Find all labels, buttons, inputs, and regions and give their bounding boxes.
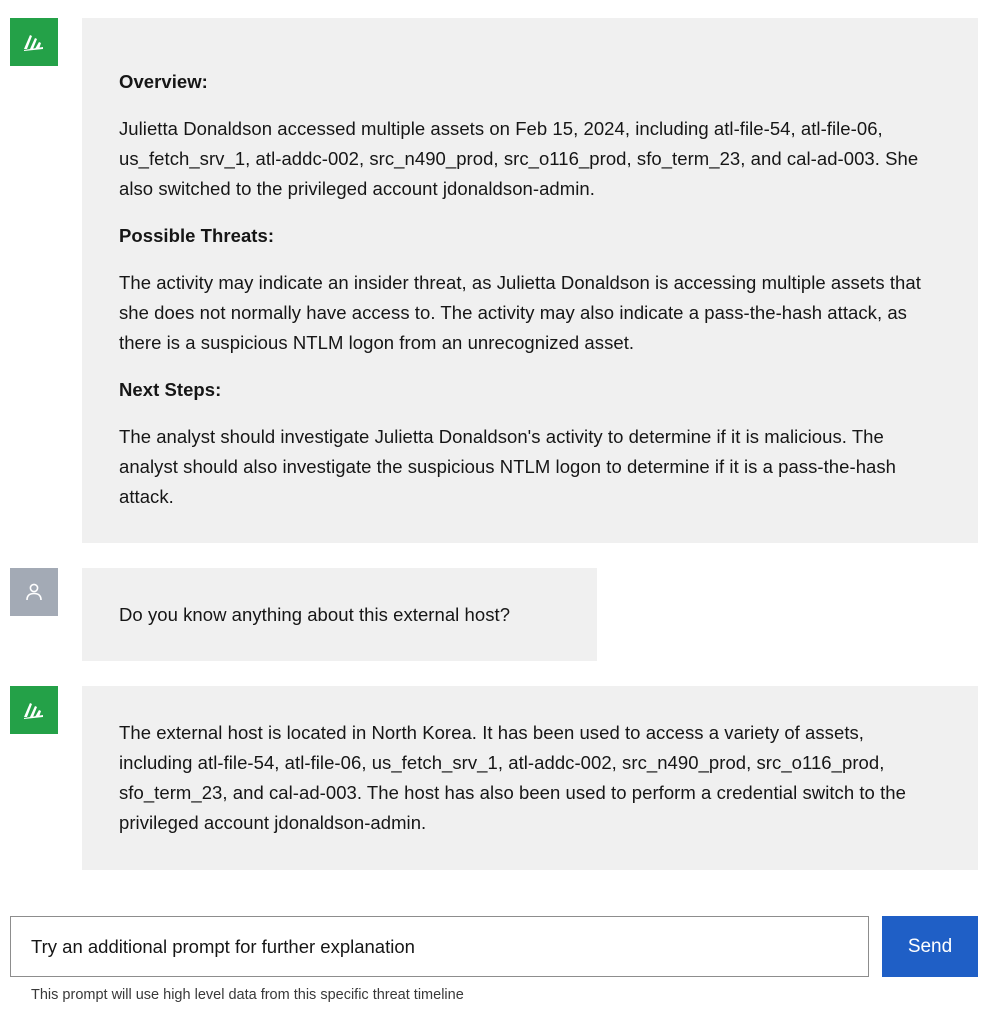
prompt-input[interactable] — [10, 916, 869, 977]
section-text: Julietta Donaldson accessed multiple assets on Feb 15, 2024, including atl-file-54, atl-file-06, us_fetch_srv_1, atl-addc-002, src_n490_prod, src_o116_prod, sfo_term_23, and cal-ad-003. She also switched to the privileged account jdonaldson-admin. — [119, 118, 919, 199]
message-text: Do you know anything about this external host? — [119, 604, 511, 625]
section-heading: Overview: — [119, 71, 208, 92]
send-button[interactable]: Send — [882, 916, 978, 977]
prompt-input-value[interactable]: Try an additional prompt for further explanation — [31, 935, 415, 957]
user-avatar — [10, 568, 58, 616]
assistant-avatar — [10, 18, 58, 66]
assistant-logo-icon — [21, 31, 47, 53]
assistant-message — [82, 18, 978, 543]
section-heading: Next Steps: — [119, 379, 222, 400]
message-text: The external host is located in North Korea. It has been used to access a variety of assets, including atl-file-54, atl-file-06, us_fetch_srv_1, atl-addc-002, src_n490_prod, src_o116_prod, sfo_term_23, and cal-ad-003. The host has also been used to perform a credential switch to the privileged account jdonaldson-admin. — [119, 722, 906, 833]
assistant-message — [82, 686, 978, 870]
section-text: The activity may indicate an insider threat, as Julietta Donaldson is accessing multiple assets that she does not normally have access to. The activity may also indicate a pass-the-hash attack, as there is a suspicious NTLM logon from an unrecognized asset. — [119, 272, 921, 353]
section-text: The analyst should investigate Julietta Donaldson's activity to determine if it is malicious. The analyst should also investigate the suspicious NTLM logon to determine if it is a pass-the-hash attack. — [119, 426, 897, 507]
prompt-helper-text: This prompt will use high level data from this specific threat timeline — [31, 987, 464, 1003]
assistant-logo-icon — [21, 699, 47, 721]
user-message — [82, 568, 597, 661]
section-heading: Possible Threats: — [119, 225, 275, 246]
assistant-avatar — [10, 686, 58, 734]
user-icon — [23, 581, 45, 603]
